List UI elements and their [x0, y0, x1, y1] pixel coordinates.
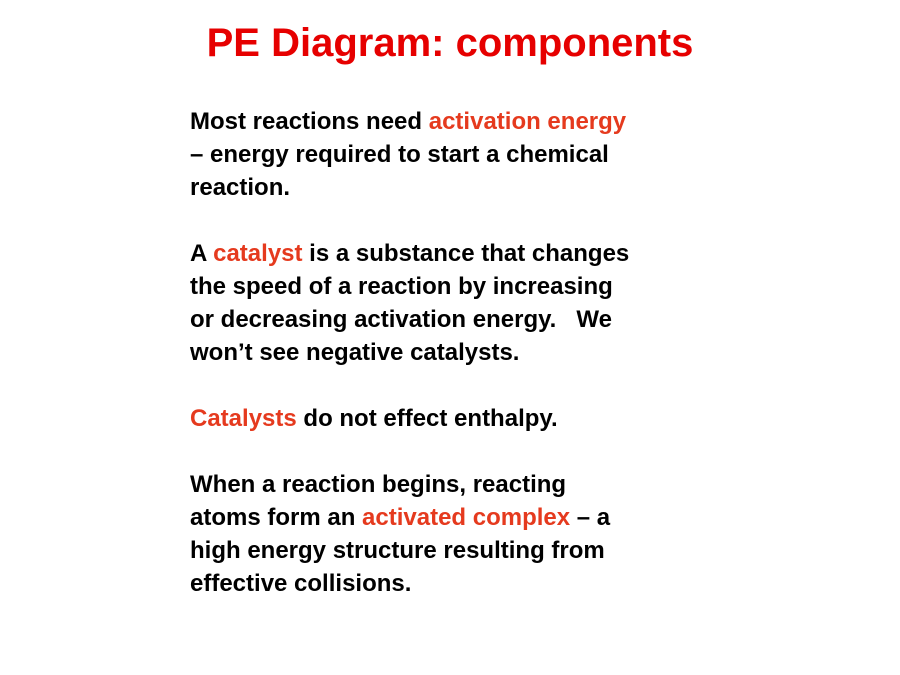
highlighted-term-catalyst: catalyst — [213, 240, 303, 267]
paragraph-enthalpy — [190, 402, 730, 435]
paragraph-text: Most reactions need — [190, 108, 429, 135]
paragraph-text: – energy required to start a chemical reaction. — [190, 141, 609, 201]
paragraph-text: When a reaction begins, reacting atoms form an — [190, 471, 567, 531]
highlighted-term-catalysts: Catalysts — [190, 405, 297, 432]
paragraph-activation-energy — [190, 105, 730, 204]
paragraph-text: is a substance that changes the speed of a reaction by increasing or decreasing activation energy. We won’t see negative catalysts. — [190, 240, 630, 366]
paragraph-catalyst — [190, 237, 730, 369]
highlighted-term-activation-energy: activation energy — [428, 108, 627, 135]
paragraph-text: A — [190, 240, 214, 267]
slide-body — [190, 105, 730, 600]
paragraph-text: – a high energy structure resulting from effective collisions. — [190, 504, 611, 597]
paragraph-activated-complex — [190, 468, 730, 600]
highlighted-term-activated-complex: activated complex — [362, 504, 571, 531]
paragraph-text: do not effect enthalpy. — [296, 405, 558, 432]
slide-title: PE Diagram: components — [206, 21, 694, 65]
